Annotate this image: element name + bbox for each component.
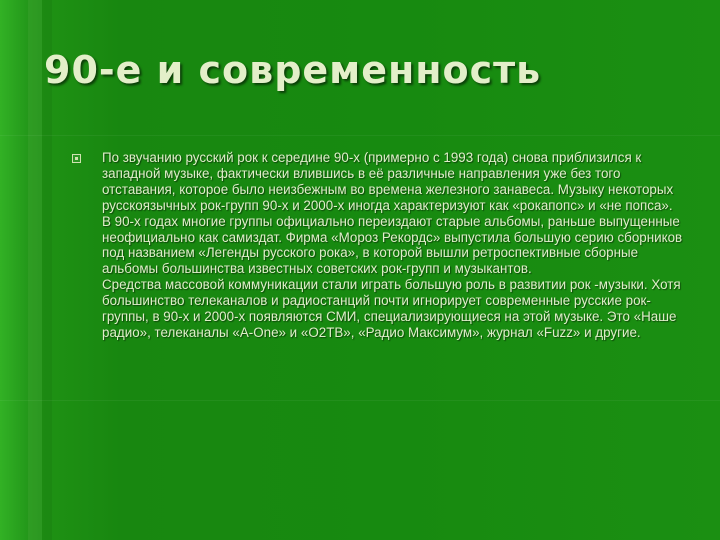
decorative-line bbox=[0, 135, 720, 136]
decorative-line bbox=[0, 400, 720, 401]
paragraph-intro: По звучанию русский рок к середине 90-х (примерно с 1993 года) снова приблизился к западной музыке, фактически влившись в её различные направления уже без того отставания, которое было неизбежным во времена железного занавеса. Музыку некоторых русскоязычных рок-групп 90-х и 2000-х иногда характеризуют как «рокапопс» и «не попса». bbox=[102, 150, 674, 213]
slide-body bbox=[64, 150, 692, 341]
decorative-stripe bbox=[0, 0, 28, 540]
slide-title: 90-е и современность bbox=[44, 48, 542, 92]
decorative-stripe bbox=[28, 0, 42, 540]
paragraph-media: Средства массовой коммуникации стали играть большую роль в развитии рок -музыки. Хотя большинство телеканалов и радиостанций почти игнорирует современные русские рок-группы, в 90-х и 2000-х появляются СМИ, специализирующиеся на этой музыке. Это «Наше радио», телеканалы «A-One» и «O2TB», «Радио Максимум», журнал «Fuzz» и другие. bbox=[102, 277, 681, 340]
bullet-item bbox=[64, 150, 692, 341]
paragraph-reissues: В 90-х годах многие группы официально переиздают старые альбомы, раньше выпущенные неофициально как самиздат. Фирма «Мороз Рекордс» выпустила большую серию сборников под названием «Легенды русского рока», в которой вышли ретроспективные сборные альбомы большинства известных советских рок-групп и музыкантов. bbox=[102, 213, 683, 277]
square-bullet-icon bbox=[72, 154, 81, 163]
